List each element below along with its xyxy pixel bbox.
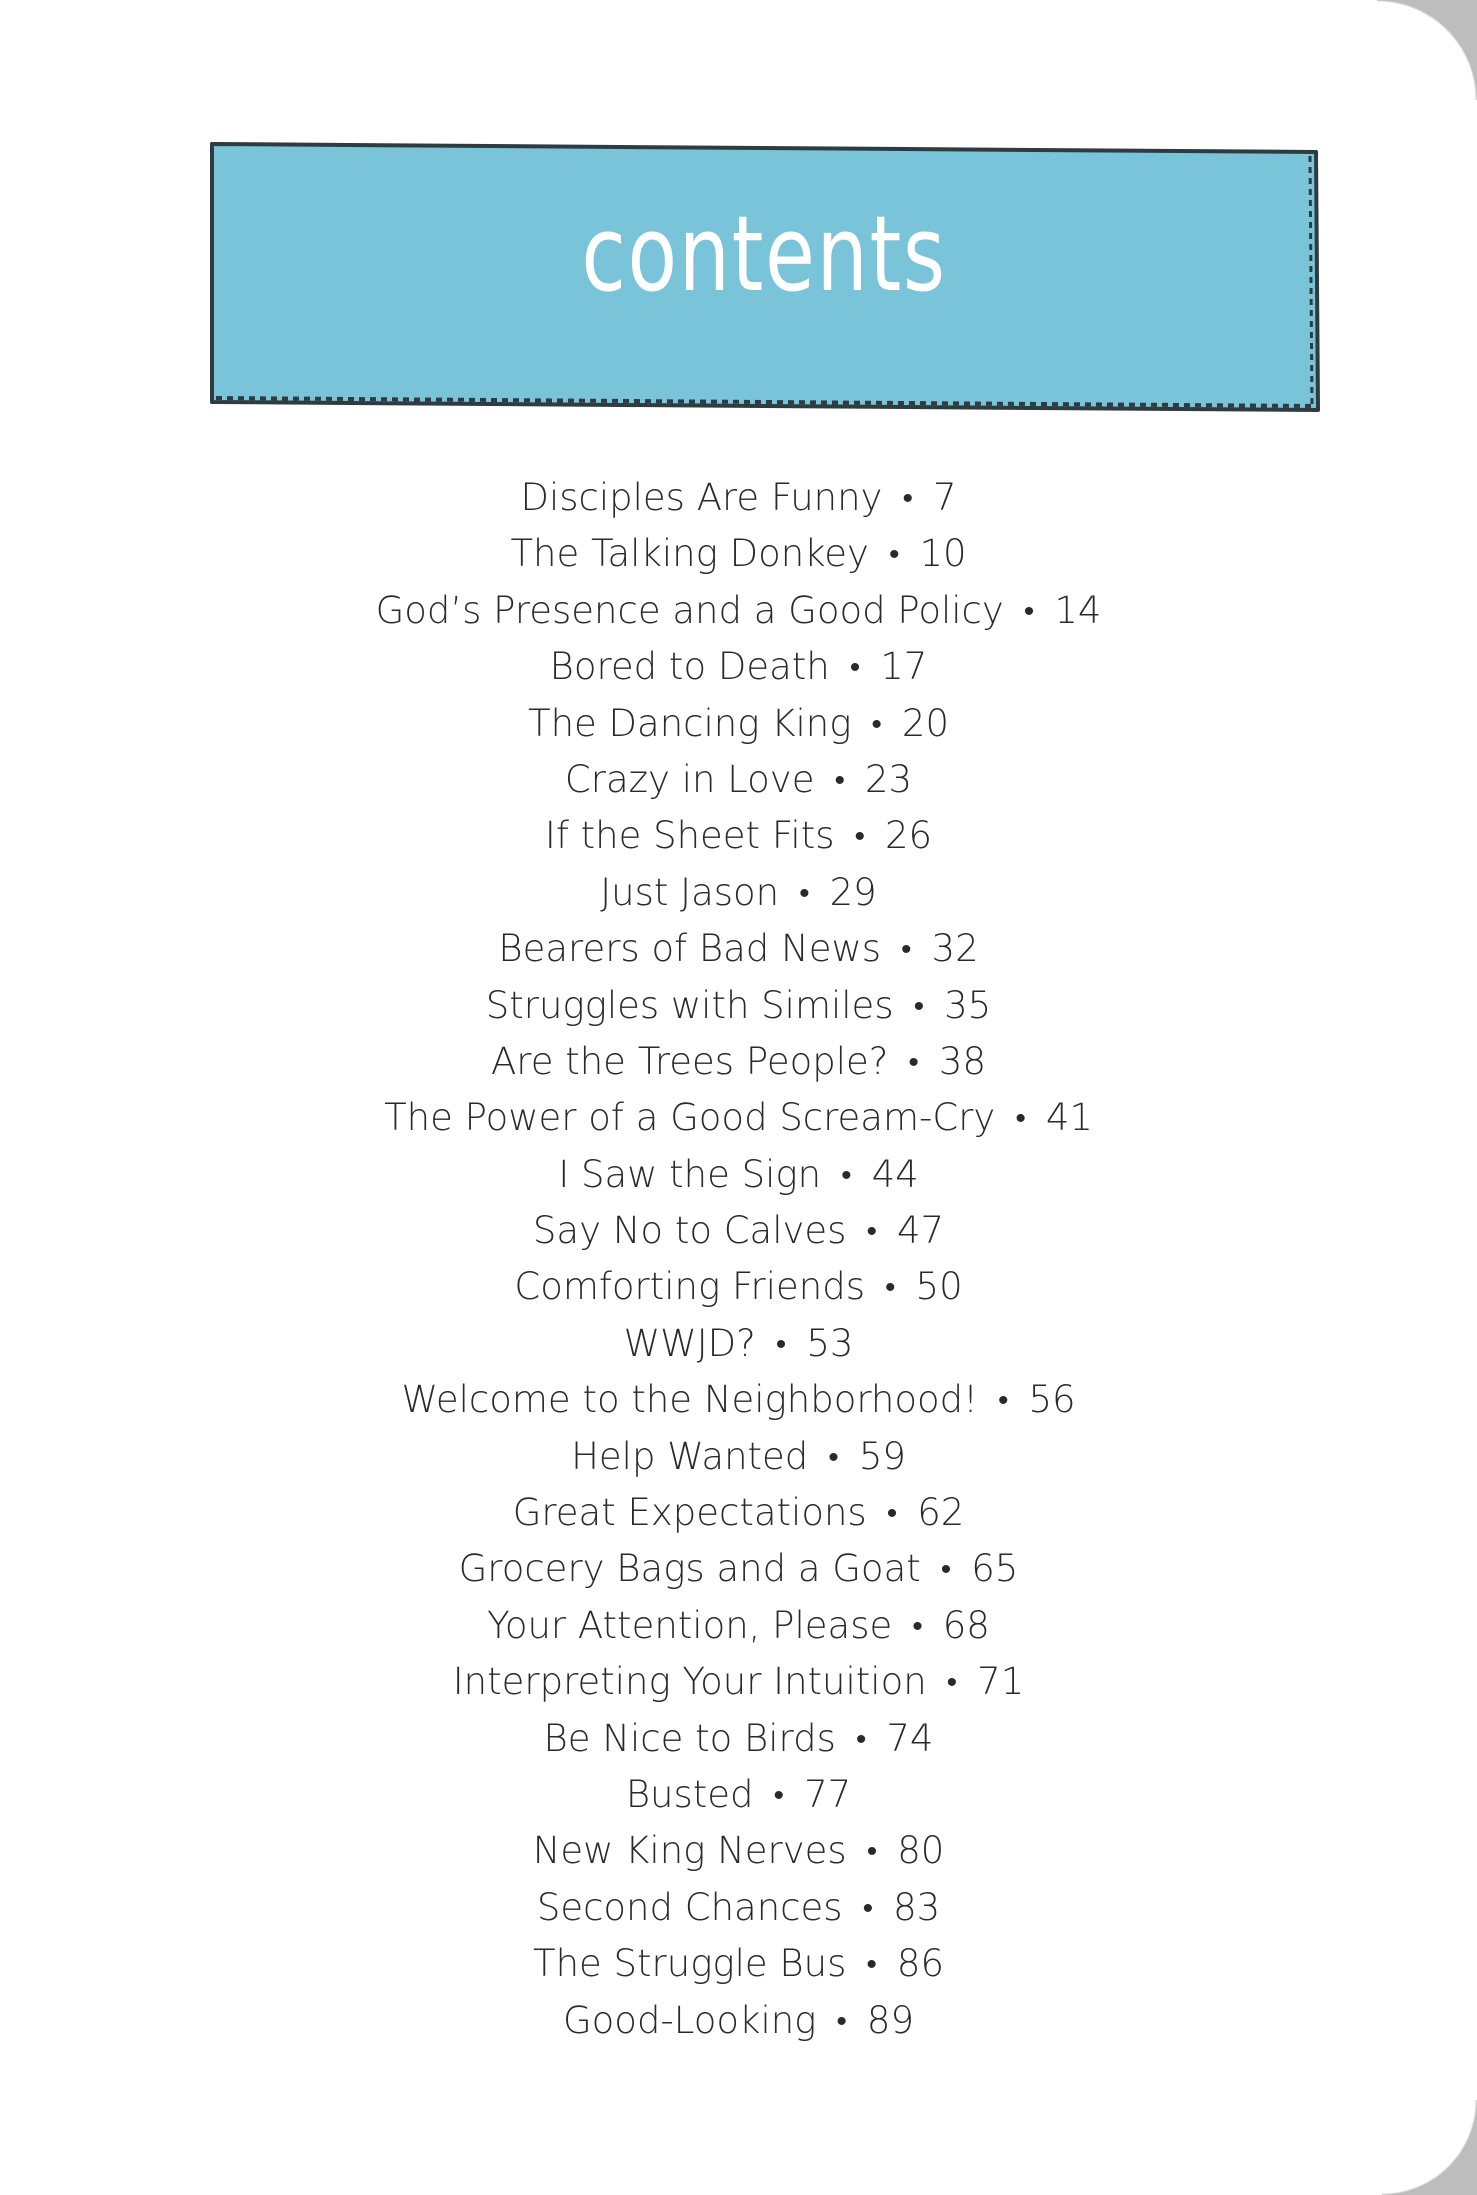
toc-bullet: • bbox=[901, 932, 912, 968]
toc-entry-page-number: 29 bbox=[829, 870, 877, 914]
toc-bullet: • bbox=[908, 1044, 919, 1080]
toc-entry bbox=[0, 639, 1477, 695]
toc-bullet: • bbox=[912, 1608, 923, 1644]
toc-entry-page-number: 74 bbox=[886, 1716, 934, 1760]
toc-bullet: • bbox=[828, 1439, 839, 1475]
toc-entry bbox=[0, 978, 1477, 1034]
toc-entry bbox=[0, 752, 1477, 808]
toc-bullet: • bbox=[866, 1947, 877, 1983]
toc-entry bbox=[0, 470, 1477, 526]
toc-entry-title: Grocery Bags and a Goat bbox=[458, 1547, 921, 1591]
toc-entry bbox=[0, 1203, 1477, 1259]
toc-bullet: • bbox=[773, 1777, 785, 1813]
toc-bullet: • bbox=[913, 988, 925, 1024]
toc-entry-title: The Struggle Bus bbox=[532, 1942, 847, 1986]
toc-entry-page-number: 23 bbox=[864, 757, 913, 801]
toc-bullet: • bbox=[849, 650, 861, 686]
toc-entry-title: Say No to Calves bbox=[532, 1209, 847, 1253]
toc-entry bbox=[0, 1993, 1477, 2049]
toc-entry-title: Second Chances bbox=[536, 1885, 843, 1929]
toc-entry-page-number: 53 bbox=[806, 1321, 854, 1365]
toc-entry-title: Welcome to the Neighborhood! bbox=[401, 1378, 978, 1422]
toc-entry bbox=[0, 865, 1477, 921]
toc-entry-page-number: 7 bbox=[932, 476, 957, 519]
toc-bullet: • bbox=[946, 1665, 958, 1701]
table-of-contents bbox=[0, 470, 1477, 2049]
toc-bullet: • bbox=[940, 1552, 952, 1588]
toc-bullet: • bbox=[871, 706, 882, 742]
toc-entry-title: The Power of a Good Scream-Cry bbox=[384, 1096, 996, 1140]
toc-entry-page-number: 47 bbox=[896, 1209, 945, 1253]
toc-entry-title: Struggles with Similes bbox=[485, 983, 894, 1027]
toc-entry-title: I Saw the Sign bbox=[558, 1152, 822, 1196]
toc-entry bbox=[0, 1429, 1477, 1485]
toc-entry-title: Crazy in Love bbox=[564, 757, 815, 801]
toc-entry bbox=[0, 1598, 1477, 1654]
toc-entry-title: Your Attention, Please bbox=[487, 1603, 893, 1647]
toc-entry bbox=[0, 1372, 1477, 1428]
toc-entry-title: Are the Trees People? bbox=[490, 1039, 889, 1083]
toc-entry-page-number: 35 bbox=[944, 983, 992, 1027]
toc-bullet: • bbox=[775, 1326, 787, 1362]
toc-entry-title: Bearers of Bad News bbox=[498, 927, 882, 971]
toc-bullet: • bbox=[834, 762, 845, 798]
toc-entry-page-number: 89 bbox=[866, 1998, 914, 2042]
toc-entry-page-number: 17 bbox=[880, 645, 928, 689]
toc-entry-title: WWJD? bbox=[623, 1321, 756, 1365]
toc-bullet: • bbox=[841, 1157, 852, 1193]
toc-bullet: • bbox=[997, 1383, 1009, 1419]
toc-entry-page-number: 65 bbox=[971, 1547, 1019, 1591]
toc-entry-title: The Dancing King bbox=[527, 701, 852, 745]
toc-bullet: • bbox=[866, 1214, 877, 1250]
toc-entry bbox=[0, 1880, 1477, 1936]
toc-entry-page-number: 59 bbox=[858, 1434, 906, 1478]
contents-heading: contents bbox=[581, 193, 947, 315]
toc-entry bbox=[0, 583, 1477, 639]
toc-entry-page-number: 20 bbox=[901, 701, 950, 745]
toc-entry-title: Interpreting Your Intuition bbox=[452, 1660, 927, 1704]
toc-entry-page-number: 44 bbox=[871, 1152, 919, 1196]
toc-entry bbox=[0, 1711, 1477, 1767]
toc-entry-page-number: 41 bbox=[1045, 1096, 1093, 1140]
toc-entry bbox=[0, 1823, 1477, 1879]
toc-bullet: • bbox=[854, 819, 865, 855]
toc-entry bbox=[0, 1090, 1477, 1146]
page-corner-bottom-right bbox=[1382, 2100, 1477, 2195]
toc-entry bbox=[0, 921, 1477, 977]
toc-entry-page-number: 50 bbox=[915, 1265, 963, 1309]
toc-entry-title: Disciples Are Funny bbox=[520, 476, 883, 519]
page-corner-top-right bbox=[1377, 0, 1477, 100]
toc-entry-page-number: 77 bbox=[804, 1772, 852, 1816]
toc-entry bbox=[0, 1485, 1477, 1541]
toc-entry-page-number: 26 bbox=[885, 814, 933, 858]
toc-bullet: • bbox=[888, 537, 900, 573]
toc-entry bbox=[0, 1034, 1477, 1090]
toc-bullet: • bbox=[886, 1496, 898, 1532]
toc-entry-page-number: 14 bbox=[1054, 588, 1102, 632]
toc-entry-page-number: 62 bbox=[917, 1491, 965, 1535]
toc-entry-title: Great Expectations bbox=[512, 1491, 867, 1535]
toc-entry-page-number: 32 bbox=[931, 927, 979, 971]
toc-entry bbox=[0, 808, 1477, 864]
toc-entry-page-number: 10 bbox=[919, 532, 967, 576]
toc-bullet: • bbox=[1023, 593, 1035, 629]
toc-entry bbox=[0, 1767, 1477, 1823]
toc-entry bbox=[0, 526, 1477, 582]
toc-entry bbox=[0, 696, 1477, 752]
toc-entry bbox=[0, 1654, 1477, 1710]
toc-bullet: • bbox=[902, 481, 913, 516]
toc-entry bbox=[0, 1316, 1477, 1372]
toc-entry-title: New King Nerves bbox=[532, 1829, 847, 1873]
toc-bullet: • bbox=[866, 1834, 878, 1870]
toc-entry-title: Just Jason bbox=[600, 870, 780, 914]
toc-bullet: • bbox=[885, 1270, 896, 1306]
toc-entry bbox=[0, 1259, 1477, 1315]
toc-entry-title: If the Sheet Fits bbox=[544, 814, 835, 858]
toc-bullet: • bbox=[862, 1890, 874, 1926]
toc-entry-title: Comforting Friends bbox=[514, 1265, 866, 1309]
toc-bullet: • bbox=[855, 1721, 867, 1757]
toc-bullet: • bbox=[1015, 1101, 1026, 1137]
toc-entry-title: The Talking Donkey bbox=[510, 532, 869, 576]
toc-entry-page-number: 68 bbox=[942, 1603, 990, 1647]
toc-entry-title: Be Nice to Birds bbox=[543, 1716, 836, 1760]
toc-entry bbox=[0, 1147, 1477, 1203]
toc-entry-title: God’s Presence and a Good Policy bbox=[375, 588, 1004, 632]
toc-entry-title: Bored to Death bbox=[549, 645, 830, 689]
toc-entry-page-number: 56 bbox=[1028, 1378, 1076, 1422]
toc-entry bbox=[0, 1936, 1477, 1992]
toc-entry-page-number: 83 bbox=[893, 1885, 941, 1929]
toc-entry-title: Good-Looking bbox=[563, 1998, 817, 2042]
toc-entry-page-number: 38 bbox=[938, 1039, 987, 1083]
toc-entry-title: Help Wanted bbox=[571, 1434, 809, 1478]
toc-entry-page-number: 80 bbox=[897, 1829, 945, 1873]
toc-entry-page-number: 71 bbox=[977, 1660, 1025, 1704]
toc-entry bbox=[0, 1541, 1477, 1597]
contents-banner bbox=[208, 140, 1320, 418]
toc-bullet: • bbox=[836, 2003, 847, 2039]
toc-entry-title: Busted bbox=[625, 1772, 754, 1816]
toc-entry-page-number: 86 bbox=[896, 1942, 944, 1986]
toc-bullet: • bbox=[799, 875, 810, 911]
